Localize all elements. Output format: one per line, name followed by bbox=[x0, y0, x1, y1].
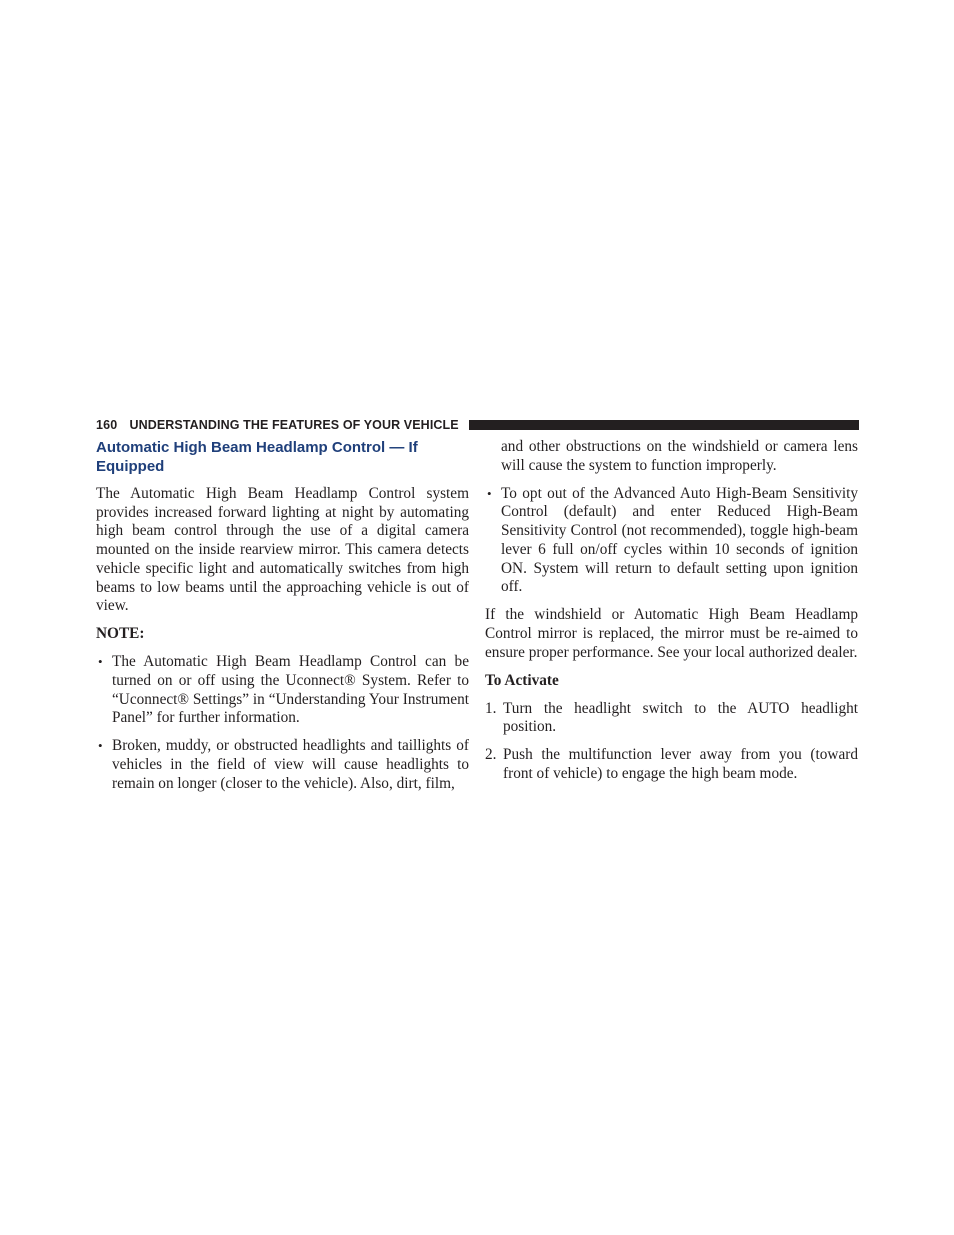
section-title: UNDERSTANDING THE FEATURES OF YOUR VEHICLE bbox=[129, 418, 459, 432]
subheading: To Activate bbox=[485, 671, 559, 689]
step-number: 2. bbox=[485, 746, 497, 764]
right-column bbox=[485, 438, 858, 793]
intro-paragraph: The Automatic High Beam Headlamp Control system provides increased forward lighting at night by automating high beam control through the use of a digital camera mounted on the inside rearview mirror. This camera detects vehicle specific light and automatically switches from high beams to low beams until the approaching vehicle is out of view. bbox=[96, 485, 469, 615]
note-label: NOTE: bbox=[96, 625, 145, 643]
bullet-icon: • bbox=[98, 654, 103, 670]
bullet-text: The Automatic High Beam Headlamp Control can be turned on or off using the Uconnect® System. Refer to “Uconnect® Settings” in “Understanding Your Instrument Panel” for further information. bbox=[112, 653, 469, 727]
list-item bbox=[96, 653, 469, 728]
list-item bbox=[96, 737, 469, 793]
bullet-text: To opt out of the Advanced Auto High-Beam Sensitivity Control (default) and enter Reduced High-Beam Sensitivity Control (not recommended), toggle high-beam lever 6 full on/off cycles within 10 seconds of ignition ON. System will return to default setting upon ignition off. bbox=[501, 484, 858, 596]
bullet-list bbox=[485, 485, 858, 597]
step-text: Turn the headlight switch to the AUTO headlight position. bbox=[503, 699, 858, 736]
section-heading: Automatic High Beam Headlamp Control — If Equipped bbox=[96, 439, 418, 475]
step-number: 1. bbox=[485, 699, 497, 717]
header-rule-bar bbox=[469, 420, 859, 430]
step-item bbox=[485, 700, 858, 737]
bullet-text: Broken, muddy, or obstructed headlights and taillights of vehicles in the field of view will cause headlights to remain on longer (closer to the vehicle). Also, dirt, film, bbox=[112, 737, 469, 792]
running-header bbox=[96, 416, 859, 434]
list-item bbox=[485, 485, 858, 597]
note-bullet-list bbox=[96, 653, 469, 793]
body-paragraph: If the windshield or Automatic High Beam Headlamp Control mirror is replaced, the mirror must be re-aimed to ensure proper performance. See your local authorized dealer. bbox=[485, 606, 858, 661]
bullet-continuation: and other obstructions on the windshield or camera lens will cause the system to function improperly. bbox=[501, 438, 858, 474]
left-column bbox=[96, 438, 469, 803]
steps-list bbox=[485, 700, 858, 784]
page-number: 160 bbox=[96, 418, 118, 432]
step-text: Push the multifunction lever away from you (toward front of vehicle) to engage the high beam mode. bbox=[503, 746, 858, 783]
bullet-icon: • bbox=[487, 485, 492, 501]
bullet-icon: • bbox=[98, 738, 103, 754]
step-item bbox=[485, 746, 858, 783]
